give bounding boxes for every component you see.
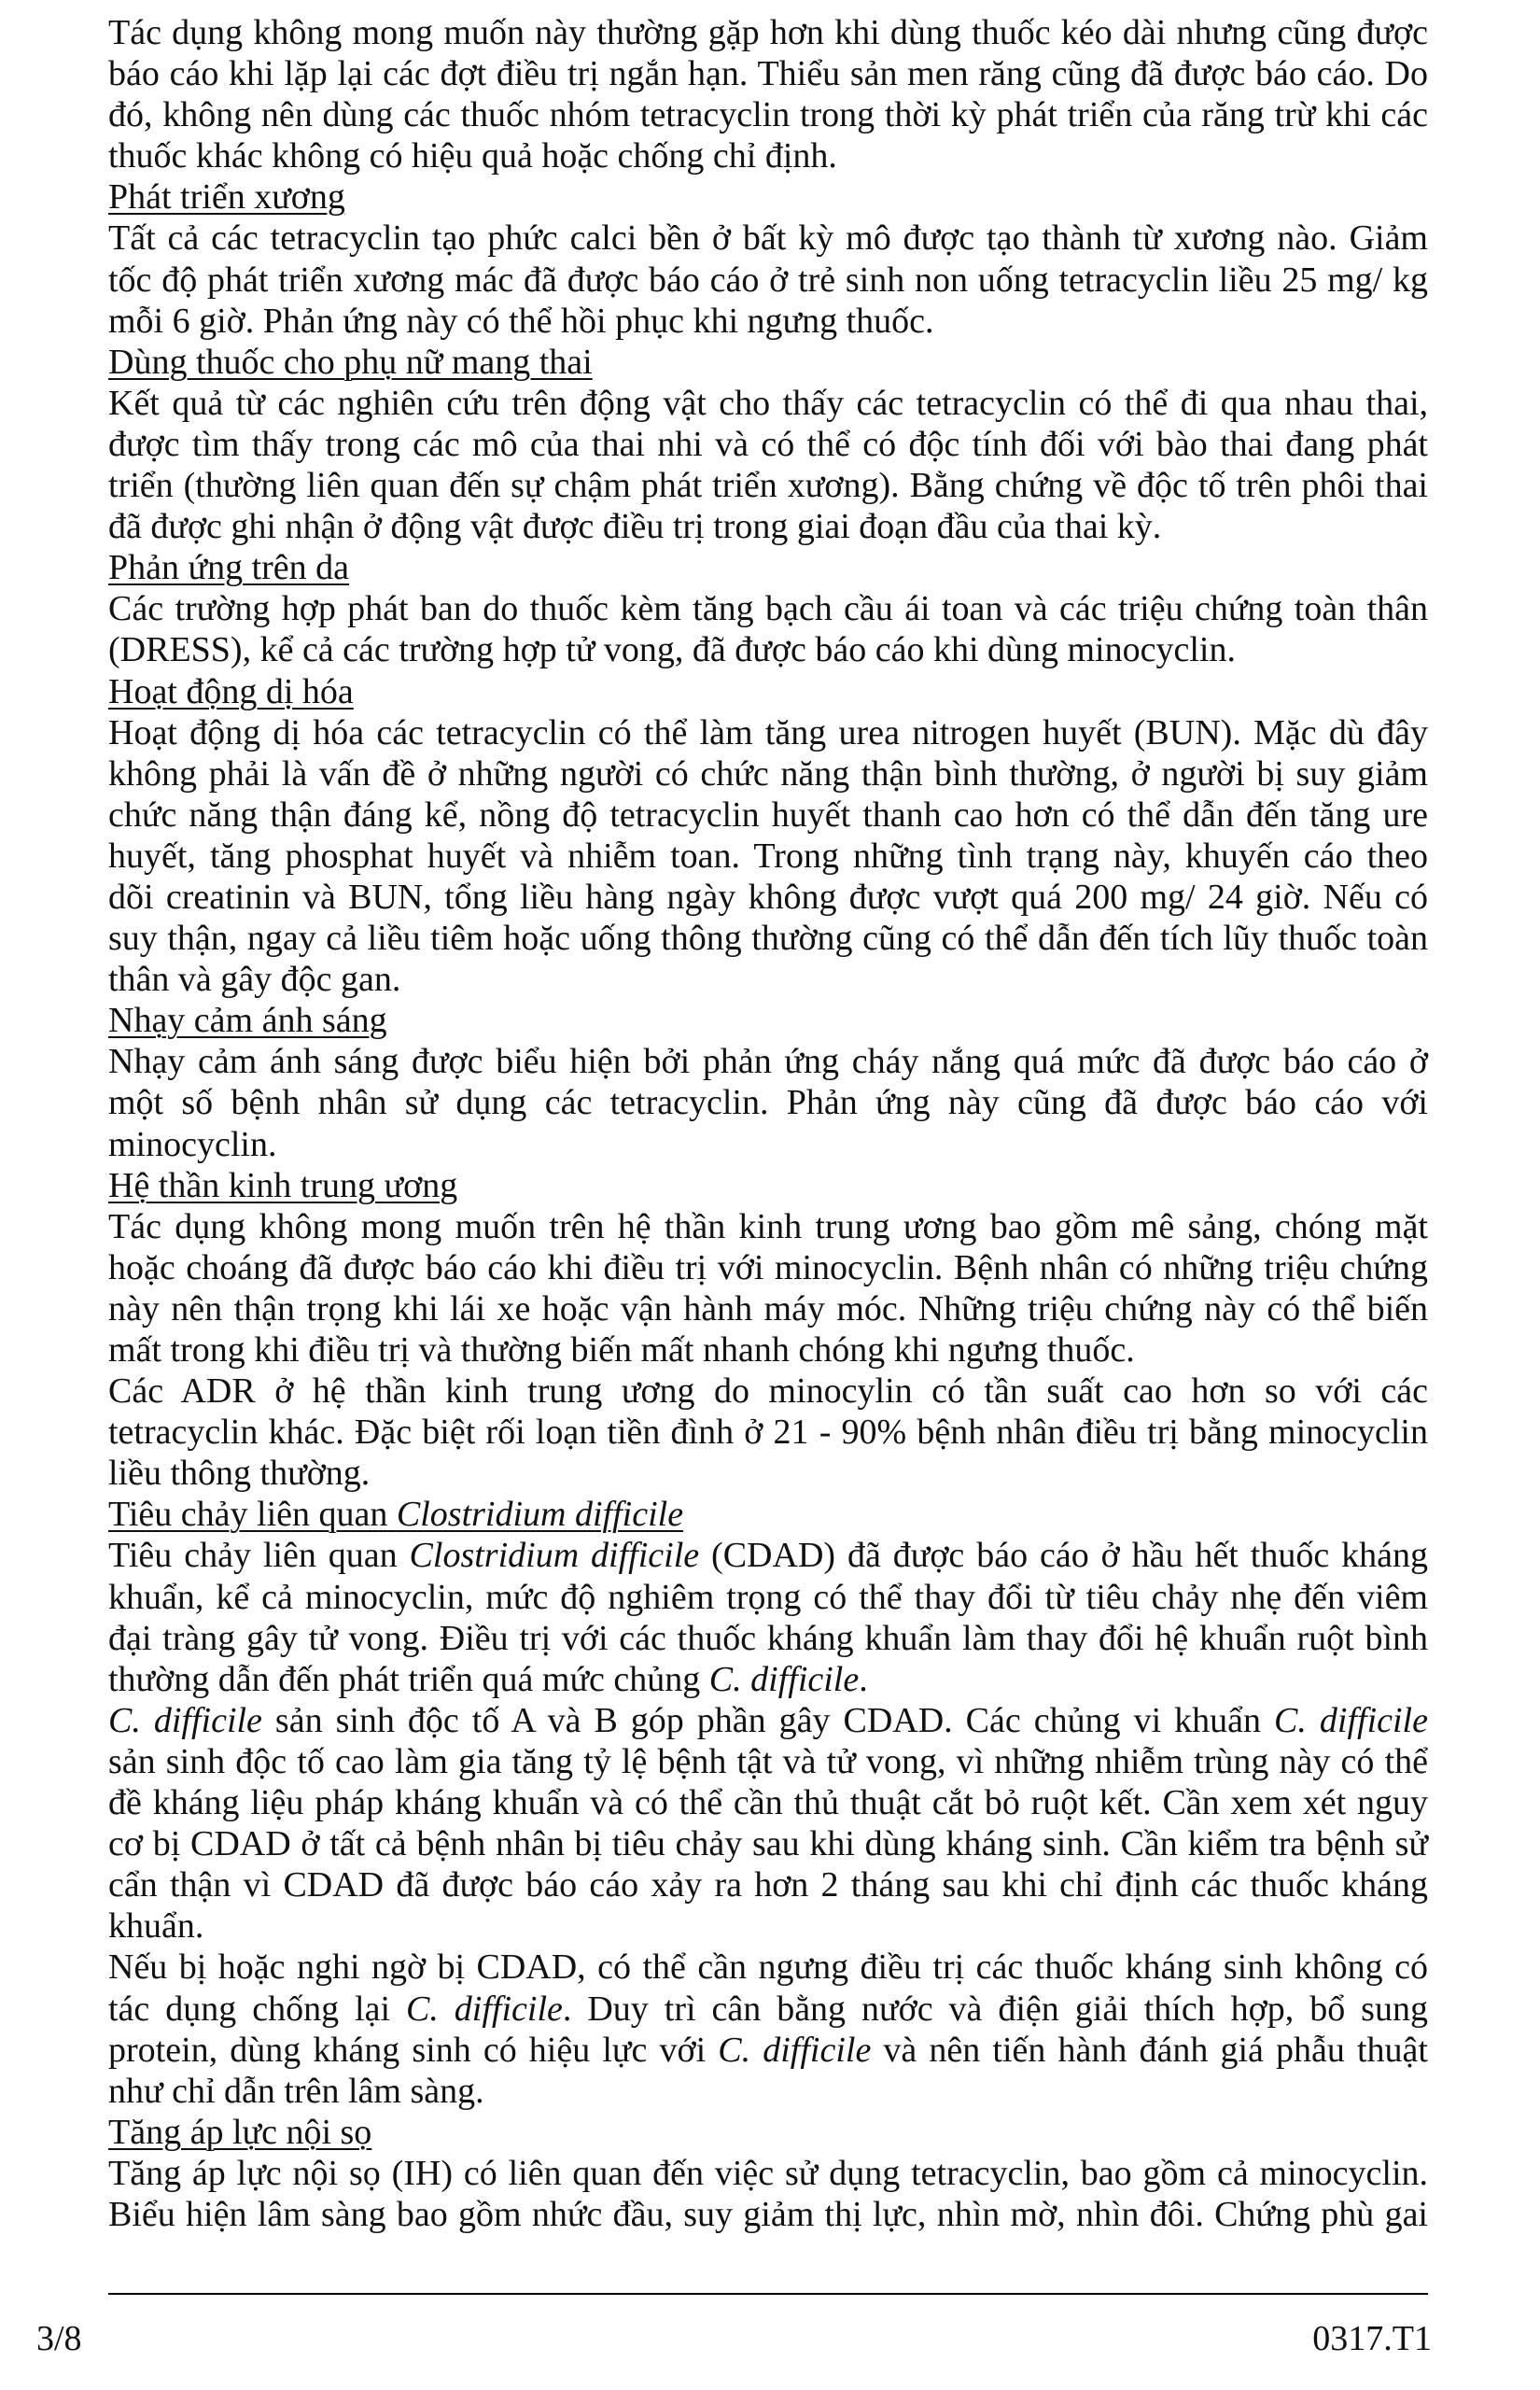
document-code: 0317.T1 xyxy=(1312,2319,1432,2358)
italic-term: Clostridium difficile xyxy=(409,1536,700,1576)
text-line: thuốc khác không có hiệu quả hoặc chống chỉ định. xyxy=(108,136,837,176)
heading-text: Hoạt động dị hóa xyxy=(108,671,354,711)
text-line: hoặc choáng đã được báo cáo khi điều trị với minocyclin. Bệnh nhân có những triệu chứng xyxy=(108,1247,1428,1287)
section-heading xyxy=(108,547,1428,588)
paragraph xyxy=(108,383,1428,547)
text-line xyxy=(108,2030,1428,2071)
heading-italic-term: Clostridium difficile xyxy=(396,1495,684,1535)
text-line: đề kháng liệu pháp kháng khuẩn và có thể cần thủ thuật cắt bỏ ruột kết. Cần xem xét nguy xyxy=(108,1783,1428,1823)
text-line: đại tràng gây tử vong. Điều trị với các thuốc kháng khuẩn làm thay đổi hệ khuẩn ruột bình xyxy=(108,1618,1428,1658)
text-line: dõi creatinin và BUN, tổng liều hàng ngày không được vượt quá 200 mg/ 24 giờ. Nếu có xyxy=(108,877,1428,917)
text-line: (DRESS), kể cả các trường hợp tử vong, đã được báo cáo khi dùng minocyclin. xyxy=(108,630,1236,670)
section-heading xyxy=(108,1165,1428,1206)
text-line: Kết quả từ các nghiên cứu trên động vật cho thấy các tetracyclin có thể đi qua nhau thai, xyxy=(108,383,1428,423)
text-line: Các trường hợp phát ban do thuốc kèm tăng bạch cầu ái toan và các triệu chứng toàn thân xyxy=(108,589,1428,629)
text-line: cẩn thận vì CDAD đã được báo cáo xảy ra hơn 2 tháng sau khi chỉ định các thuốc kháng xyxy=(108,1865,1428,1905)
paragraph xyxy=(108,12,1428,176)
italic-term: C. difficile xyxy=(718,2030,872,2070)
text-line: Tác dụng không mong muốn trên hệ thần kinh trung ương bao gồm mê sảng, chóng mặt xyxy=(108,1206,1428,1246)
section-heading xyxy=(108,342,1428,383)
text-segment: (CDAD) đã được báo cáo ở hầu hết thuốc kháng xyxy=(699,1536,1428,1576)
footer-divider xyxy=(108,2293,1428,2295)
text-line: huyết, tăng phosphat huyết và nhiễm toan. Trong những tình trạng này, khuyến cáo theo xyxy=(108,836,1428,876)
text-line: Nhạy cảm ánh sáng được biểu hiện bởi phản ứng cháy nắng quá mức đã được báo cáo ở xyxy=(108,1042,1428,1082)
page-number: 3/8 xyxy=(36,2319,82,2358)
text-line xyxy=(108,1989,1428,2030)
text-line: đã được ghi nhận ở động vật được điều trị trong giai đoạn đầu của thai kỳ. xyxy=(108,507,1162,547)
heading-text-part: Tiêu chảy liên quan xyxy=(108,1495,397,1535)
text-line: như chỉ dẫn trên lâm sàng. xyxy=(108,2071,484,2111)
paragraph xyxy=(108,1206,1428,1371)
text-segment: tác dụng chống lại xyxy=(108,1989,406,2029)
text-line: cơ bị CDAD ở tất cả bệnh nhân bị tiêu chảy sau khi dùng kháng sinh. Cần kiểm tra bệnh sử xyxy=(108,1824,1428,1864)
text-segment: thường dẫn đến phát triển quá mức chủng xyxy=(108,1659,709,1699)
heading-text: Hệ thần kinh trung ương xyxy=(108,1165,458,1205)
text-line: không phải là vấn đề ở những người có chức năng thận bình thường, ở người bị suy giảm xyxy=(108,753,1428,794)
text-line: Biểu hiện lâm sàng bao gồm nhức đầu, suy giảm thị lực, nhìn mờ, nhìn đôi. Chứng phù gai xyxy=(108,2194,1428,2234)
heading-text: Tăng áp lực nội sọ xyxy=(108,2112,372,2152)
paragraph xyxy=(108,1041,1428,1164)
text-line: được tìm thấy trong các mô của thai nhi và có thể có độc tính đối với bào thai đang phát xyxy=(108,424,1428,464)
heading-text xyxy=(108,1495,683,1534)
text-line: khuẩn, kể cả minocyclin, mức độ nghiêm trọng có thể thay đổi từ tiêu chảy nhẹ đến viêm xyxy=(108,1577,1428,1617)
text-line: tốc độ phát triển xương mác đã được báo cáo ở trẻ sinh non uống tetracyclin liều 25 mg/ kg xyxy=(108,260,1428,300)
text-line: triển (thường liên quan đến sự chậm phát triển xương). Bằng chứng về độc tố trên phôi thai xyxy=(108,466,1428,506)
text-line: Tăng áp lực nội sọ (IH) có liên quan đến việc sử dụng tetracyclin, bao gồm cả minocyclin. xyxy=(108,2153,1428,2193)
text-line: chức năng thận đáng kể, nồng độ tetracyclin huyết thanh cao hơn có thể dẫn đến tăng ure xyxy=(108,794,1428,835)
text-line: mất trong khi điều trị và thường biến mất nhanh chóng khi ngưng thuốc. xyxy=(108,1330,1135,1370)
text-line: Tác dụng không mong muốn này thường gặp hơn khi dùng thuốc kéo dài nhưng cũng được xyxy=(108,13,1428,52)
text-line: báo cáo khi lặp lại các đợt điều trị ngắn hạn. Thiểu sản men răng cũng đã được báo cáo. Do xyxy=(108,54,1428,94)
paragraph xyxy=(108,588,1428,670)
heading-text: Phát triển xương xyxy=(108,177,345,218)
paragraph xyxy=(108,218,1428,341)
text-line: sản sinh độc tố cao làm gia tăng tỷ lệ bệnh tật và tử vong, vì những nhiễm trùng này có thể xyxy=(108,1741,1428,1781)
text-line: mỗi 6 giờ. Phản ứng này có thể hồi phục khi ngưng thuốc. xyxy=(108,301,934,341)
text-line: Các ADR ở hệ thần kinh trung ương do minocylin có tần suất cao hơn so với các xyxy=(108,1371,1428,1412)
text-line: thân và gây độc gan. xyxy=(108,960,401,1000)
heading-text: Nhạy cảm ánh sáng xyxy=(108,1001,387,1041)
text-line xyxy=(108,1659,1428,1700)
paragraph xyxy=(108,2153,1428,2235)
paragraph xyxy=(108,712,1428,1001)
paragraph xyxy=(108,1535,1428,1699)
text-line: này nên thận trọng khi lái xe hoặc vận hành máy móc. Những triệu chứng này có thể biến xyxy=(108,1288,1428,1329)
paragraph xyxy=(108,1700,1428,1947)
section-heading xyxy=(108,2112,1428,2153)
text-line: đó, không nên dùng các thuốc nhóm tetracyclin trong thời kỳ phát triển của răng trừ khi các xyxy=(108,95,1428,135)
italic-term: C. difficile xyxy=(708,1659,860,1699)
text-line: suy thận, ngay cả liều tiêm hoặc uống thông thường cũng có thể dẫn đến tích lũy thuốc toàn xyxy=(108,919,1428,959)
text-line: một số bệnh nhân sử dụng các tetracyclin. Phản ứng này cũng đã được báo cáo với xyxy=(108,1083,1428,1123)
text-segment: . xyxy=(859,1659,868,1699)
text-line xyxy=(108,1700,1428,1741)
heading-text: Phản ứng trên da xyxy=(108,548,350,588)
text-segment: . Duy trì cân bằng nước và điện giải thích hợp, bổ sung xyxy=(562,1989,1428,2029)
italic-term: C. difficile xyxy=(108,1700,262,1740)
text-line: Tất cả các tetracyclin tạo phức calci bền ở bất kỳ mô được tạo thành từ xương nào. Giảm xyxy=(108,218,1428,259)
text-segment: Tiêu chảy liên quan xyxy=(108,1536,410,1576)
text-segment: protein, dùng kháng sinh có hiệu lực với xyxy=(108,2030,719,2070)
text-line xyxy=(108,1535,1428,1576)
section-heading xyxy=(108,176,1428,218)
heading-text: Dùng thuốc cho phụ nữ mang thai xyxy=(108,342,593,382)
section-heading xyxy=(108,1494,1428,1535)
italic-term: C. difficile xyxy=(406,1989,563,2029)
paragraph xyxy=(108,1947,1428,2111)
text-segment: và nên tiến hành đánh giá phẫu thuật xyxy=(871,2030,1428,2070)
text-line: liều thông thường. xyxy=(108,1454,371,1494)
text-line: minocyclin. xyxy=(108,1124,277,1164)
paragraph xyxy=(108,1371,1428,1494)
section-heading xyxy=(108,1000,1428,1041)
document-body xyxy=(108,12,1428,2235)
italic-term: C. difficile xyxy=(1274,1700,1428,1740)
text-segment: sản sinh độc tố A và B góp phần gây CDAD. Các chủng vi khuẩn xyxy=(261,1700,1275,1740)
text-line: Nếu bị hoặc nghi ngờ bị CDAD, có thể cần ngưng điều trị các thuốc kháng sinh không có xyxy=(108,1947,1428,1988)
text-line: Hoạt động dị hóa các tetracyclin có thể làm tăng urea nitrogen huyết (BUN). Mặc dù đây xyxy=(108,712,1428,752)
section-heading xyxy=(108,671,1428,712)
text-line: khuẩn. xyxy=(108,1906,204,1947)
text-line: tetracyclin khác. Đặc biệt rối loạn tiền đình ở 21 - 90% bệnh nhân điều trị bằng minocyclin xyxy=(108,1413,1428,1453)
